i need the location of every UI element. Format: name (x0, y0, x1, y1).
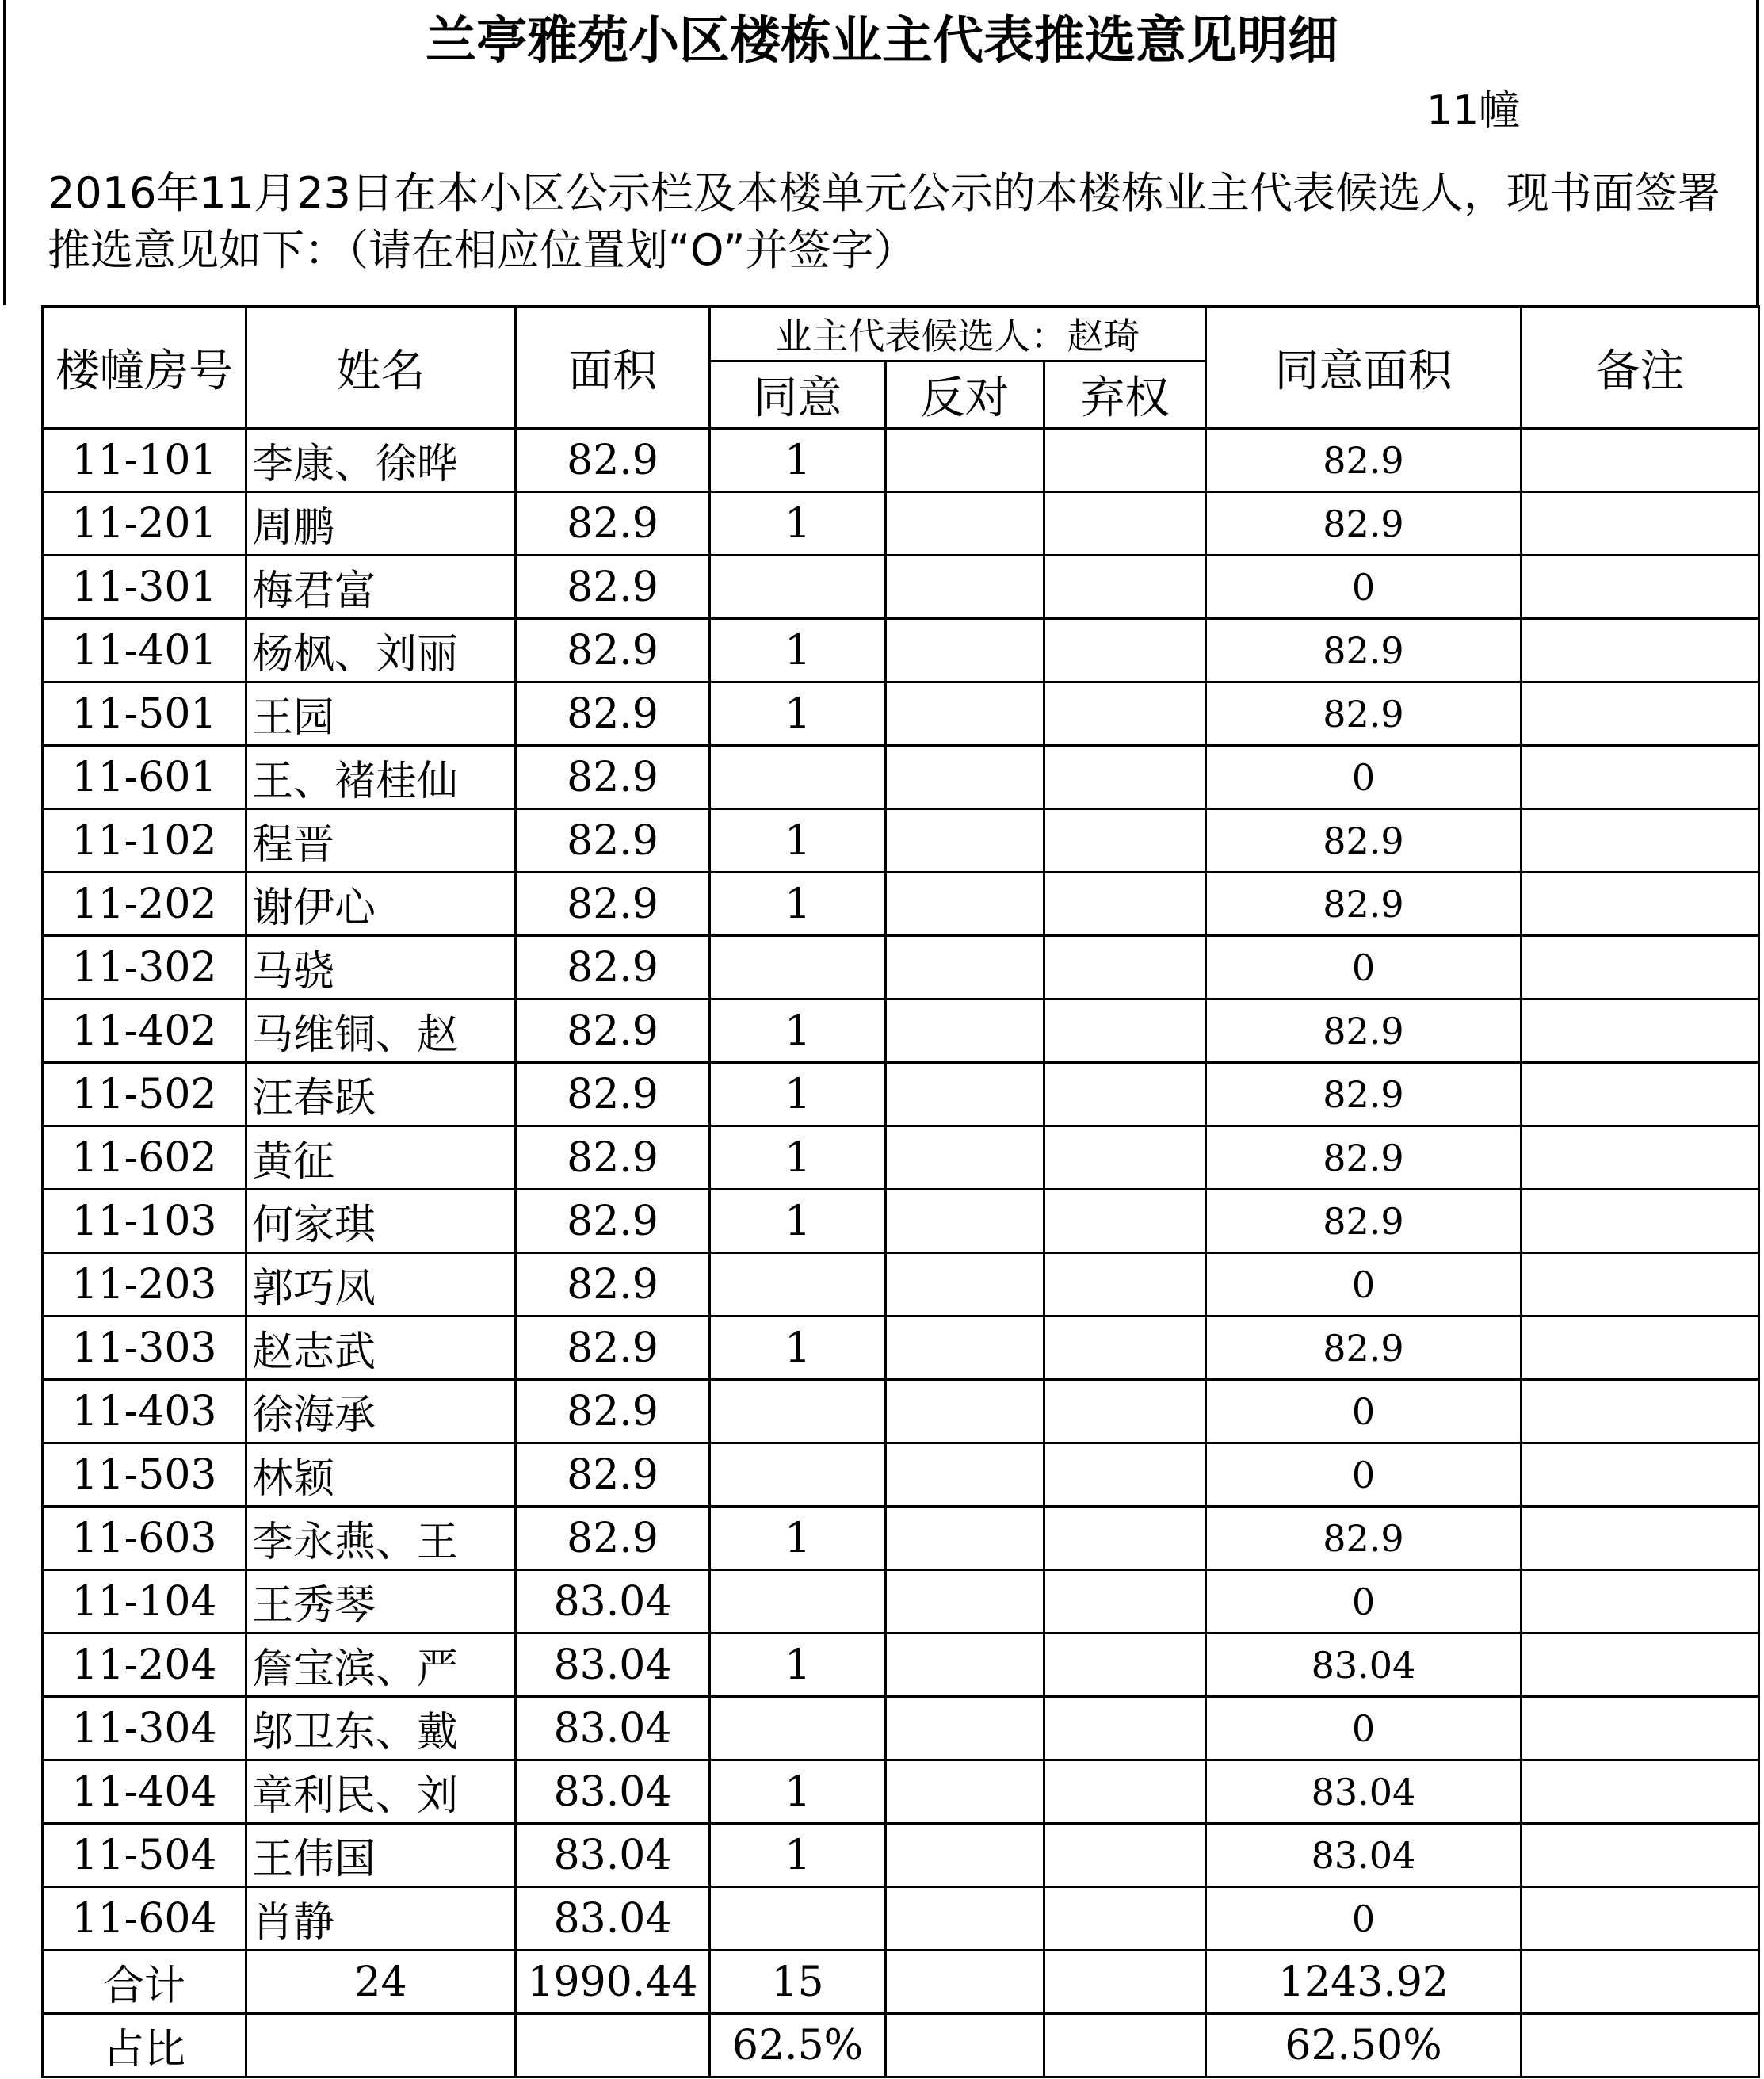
cell-name: 何家琪 (246, 1190, 516, 1253)
cell-agree-area: 82.9 (1206, 682, 1522, 746)
cell-name: 詹宝滨、严 (246, 1634, 516, 1697)
cell-room: 11-602 (43, 1126, 246, 1190)
cell-agree (710, 746, 886, 809)
total-agree-area: 1243.92 (1206, 1951, 1522, 2014)
cell-agree-area: 82.9 (1206, 873, 1522, 936)
cell-area: 82.9 (516, 682, 710, 746)
cell-remark (1522, 746, 1759, 809)
table-row (43, 1634, 1759, 1697)
cell-area: 83.04 (516, 1634, 710, 1697)
cell-room: 11-503 (43, 1443, 246, 1507)
cell-oppose (886, 1253, 1044, 1317)
total-count: 24 (246, 1951, 516, 2014)
table-row (43, 1507, 1759, 1570)
cell-abstain (1044, 1063, 1206, 1126)
table-row (43, 1570, 1759, 1634)
cell-agree-area: 82.9 (1206, 809, 1522, 873)
cell-area: 82.9 (516, 556, 710, 619)
cell-agree-area: 0 (1206, 556, 1522, 619)
cell-room: 11-303 (43, 1317, 246, 1380)
cell-oppose (886, 1697, 1044, 1760)
ratio-agree-area: 62.50% (1206, 2014, 1522, 2077)
cell-agree: 1 (710, 619, 886, 682)
building-number: 11幢 (1426, 87, 1521, 135)
cell-name: 王、褚桂仙 (246, 746, 516, 809)
cell-area: 82.9 (516, 936, 710, 999)
cell-oppose (886, 1380, 1044, 1443)
cell-agree-area: 82.9 (1206, 492, 1522, 556)
cell-agree (710, 1443, 886, 1507)
ratio-row (43, 2014, 1759, 2077)
header-remark: 备注 (1522, 307, 1759, 429)
cell-agree-area: 82.9 (1206, 429, 1522, 492)
cell-oppose (886, 809, 1044, 873)
cell-oppose (886, 1887, 1044, 1951)
cell-name: 赵志武 (246, 1317, 516, 1380)
table-row (43, 1317, 1759, 1380)
table-row (43, 682, 1759, 746)
cell-abstain (1044, 619, 1206, 682)
cell-agree (710, 936, 886, 999)
cell-name: 王伟国 (246, 1824, 516, 1887)
cell-oppose (886, 556, 1044, 619)
cell-area: 83.04 (516, 1570, 710, 1634)
cell-agree (710, 1380, 886, 1443)
cell-agree: 1 (710, 873, 886, 936)
vote-table (41, 305, 1760, 2078)
table-body (43, 429, 1759, 1951)
cell-abstain (1044, 1126, 1206, 1190)
cell-agree-area: 82.9 (1206, 999, 1522, 1063)
cell-area: 82.9 (516, 1126, 710, 1190)
cell-room: 11-404 (43, 1760, 246, 1824)
cell-agree: 1 (710, 1126, 886, 1190)
cell-room: 11-203 (43, 1253, 246, 1317)
ratio-label: 占比 (43, 2014, 246, 2077)
table-row (43, 1697, 1759, 1760)
cell-remark (1522, 1634, 1759, 1697)
cell-room: 11-301 (43, 556, 246, 619)
cell-area: 82.9 (516, 1317, 710, 1380)
ratio-area (516, 2014, 710, 2077)
cell-agree (710, 1697, 886, 1760)
cell-room: 11-601 (43, 746, 246, 809)
cell-room: 11-402 (43, 999, 246, 1063)
cell-name: 黄征 (246, 1126, 516, 1190)
cell-name: 林颖 (246, 1443, 516, 1507)
cell-name: 马维铜、赵 (246, 999, 516, 1063)
cell-abstain (1044, 1507, 1206, 1570)
table-row (43, 1887, 1759, 1951)
cell-agree: 1 (710, 809, 886, 873)
cell-remark (1522, 1570, 1759, 1634)
cell-remark (1522, 429, 1759, 492)
cell-room: 11-101 (43, 429, 246, 492)
total-oppose (886, 1951, 1044, 2014)
header-candidate: 业主代表候选人：赵琦 (710, 307, 1206, 361)
cell-name: 谢伊心 (246, 873, 516, 936)
table-row (43, 1190, 1759, 1253)
cell-room: 11-401 (43, 619, 246, 682)
cell-name: 王秀琴 (246, 1570, 516, 1634)
header-agree-area: 同意面积 (1206, 307, 1522, 429)
cell-remark (1522, 1760, 1759, 1824)
cell-abstain (1044, 746, 1206, 809)
cell-name: 肖静 (246, 1887, 516, 1951)
cell-oppose (886, 1190, 1044, 1253)
cell-area: 82.9 (516, 1253, 710, 1317)
cell-name: 李永燕、王 (246, 1507, 516, 1570)
cell-agree: 1 (710, 429, 886, 492)
ratio-agree: 62.5% (710, 2014, 886, 2077)
cell-agree: 1 (710, 1760, 886, 1824)
cell-abstain (1044, 1887, 1206, 1951)
cell-name: 徐海承 (246, 1380, 516, 1443)
cell-remark (1522, 936, 1759, 999)
cell-remark (1522, 809, 1759, 873)
ratio-abstain (1044, 2014, 1206, 2077)
cell-agree-area: 82.9 (1206, 1507, 1522, 1570)
cell-oppose (886, 999, 1044, 1063)
cell-remark (1522, 682, 1759, 746)
cell-remark (1522, 1317, 1759, 1380)
cell-area: 83.04 (516, 1760, 710, 1824)
table-row (43, 746, 1759, 809)
cell-agree (710, 1570, 886, 1634)
cell-agree-area: 83.04 (1206, 1634, 1522, 1697)
cell-agree (710, 1253, 886, 1317)
cell-remark (1522, 1190, 1759, 1253)
header-name: 姓名 (246, 307, 516, 429)
cell-abstain (1044, 492, 1206, 556)
table-row (43, 1824, 1759, 1887)
table-row (43, 809, 1759, 873)
total-agree: 15 (710, 1951, 886, 2014)
cell-room: 11-604 (43, 1887, 246, 1951)
total-area: 1990.44 (516, 1951, 710, 2014)
cell-oppose (886, 682, 1044, 746)
notice-text: 2016年11月23日在本小区公示栏及本楼单元公示的本楼栋业主代表候选人，现书面签署推选意见如下：（请在相应位置划“O”并签字） (48, 168, 1720, 275)
cell-remark (1522, 492, 1759, 556)
cell-area: 82.9 (516, 999, 710, 1063)
ratio-remark (1522, 2014, 1759, 2077)
cell-remark (1522, 556, 1759, 619)
cell-agree: 1 (710, 682, 886, 746)
cell-oppose (886, 1760, 1044, 1824)
cell-abstain (1044, 1570, 1206, 1634)
cell-abstain (1044, 682, 1206, 746)
cell-remark (1522, 1824, 1759, 1887)
cell-abstain (1044, 1190, 1206, 1253)
cell-oppose (886, 746, 1044, 809)
cell-room: 11-302 (43, 936, 246, 999)
table-row (43, 936, 1759, 999)
cell-area: 82.9 (516, 1063, 710, 1126)
cell-agree-area: 82.9 (1206, 1190, 1522, 1253)
total-remark (1522, 1951, 1759, 2014)
cell-agree-area: 0 (1206, 1697, 1522, 1760)
table-row (43, 1253, 1759, 1317)
cell-name: 程晋 (246, 809, 516, 873)
cell-area: 82.9 (516, 1443, 710, 1507)
cell-agree (710, 556, 886, 619)
cell-oppose (886, 1507, 1044, 1570)
cell-agree-area: 0 (1206, 1380, 1522, 1443)
cell-room: 11-502 (43, 1063, 246, 1126)
cell-room: 11-201 (43, 492, 246, 556)
cell-area: 82.9 (516, 429, 710, 492)
cell-oppose (886, 1634, 1044, 1697)
cell-oppose (886, 1126, 1044, 1190)
cell-area: 82.9 (516, 746, 710, 809)
cell-oppose (886, 1063, 1044, 1126)
cell-area: 83.04 (516, 1887, 710, 1951)
cell-oppose (886, 492, 1044, 556)
cell-area: 83.04 (516, 1824, 710, 1887)
cell-remark (1522, 1253, 1759, 1317)
cell-name: 马骁 (246, 936, 516, 999)
cell-oppose (886, 429, 1044, 492)
cell-area: 82.9 (516, 809, 710, 873)
cell-abstain (1044, 1443, 1206, 1507)
cell-agree: 1 (710, 1317, 886, 1380)
cell-agree (710, 1887, 886, 1951)
cell-name: 汪春跃 (246, 1063, 516, 1126)
total-row (43, 1951, 1759, 2014)
cell-remark (1522, 1063, 1759, 1126)
cell-remark (1522, 1380, 1759, 1443)
cell-abstain (1044, 1253, 1206, 1317)
cell-abstain (1044, 1634, 1206, 1697)
cell-remark (1522, 1126, 1759, 1190)
total-label: 合计 (43, 1951, 246, 2014)
cell-room: 11-204 (43, 1634, 246, 1697)
cell-abstain (1044, 1824, 1206, 1887)
cell-agree: 1 (710, 1063, 886, 1126)
cell-abstain (1044, 1760, 1206, 1824)
cell-remark (1522, 619, 1759, 682)
table-row (43, 873, 1759, 936)
cell-room: 11-501 (43, 682, 246, 746)
cell-agree-area: 0 (1206, 1570, 1522, 1634)
cell-agree-area: 0 (1206, 936, 1522, 999)
table-row (43, 492, 1759, 556)
cell-agree-area: 0 (1206, 1443, 1522, 1507)
cell-abstain (1044, 936, 1206, 999)
cell-abstain (1044, 873, 1206, 936)
header-agree: 同意 (710, 361, 886, 429)
cell-agree-area: 0 (1206, 1887, 1522, 1951)
cell-agree: 1 (710, 1824, 886, 1887)
table-row (43, 1063, 1759, 1126)
cell-remark (1522, 1507, 1759, 1570)
cell-agree-area: 82.9 (1206, 1317, 1522, 1380)
table-row (43, 1760, 1759, 1824)
cell-oppose (886, 873, 1044, 936)
header-oppose: 反对 (886, 361, 1044, 429)
cell-agree: 1 (710, 999, 886, 1063)
cell-room: 11-603 (43, 1507, 246, 1570)
table-row (43, 1443, 1759, 1507)
table-row (43, 429, 1759, 492)
cell-name: 郭巧凤 (246, 1253, 516, 1317)
cell-agree-area: 83.04 (1206, 1824, 1522, 1887)
cell-name: 章利民、刘 (246, 1760, 516, 1824)
cell-room: 11-102 (43, 809, 246, 873)
total-abstain (1044, 1951, 1206, 2014)
cell-remark (1522, 999, 1759, 1063)
cell-remark (1522, 1443, 1759, 1507)
cell-room: 11-504 (43, 1824, 246, 1887)
cell-name: 邬卫东、戴 (246, 1697, 516, 1760)
cell-oppose (886, 619, 1044, 682)
cell-remark (1522, 1697, 1759, 1760)
cell-agree-area: 82.9 (1206, 1063, 1522, 1126)
cell-agree-area: 0 (1206, 1253, 1522, 1317)
header-area: 面积 (516, 307, 710, 429)
cell-abstain (1044, 556, 1206, 619)
cell-oppose (886, 1317, 1044, 1380)
cell-remark (1522, 1887, 1759, 1951)
cell-room: 11-104 (43, 1570, 246, 1634)
cell-oppose (886, 936, 1044, 999)
cell-agree: 1 (710, 492, 886, 556)
cell-agree: 1 (710, 1634, 886, 1697)
cell-area: 82.9 (516, 1380, 710, 1443)
cell-abstain (1044, 1380, 1206, 1443)
cell-area: 83.04 (516, 1697, 710, 1760)
cell-oppose (886, 1570, 1044, 1634)
cell-room: 11-304 (43, 1697, 246, 1760)
cell-agree: 1 (710, 1190, 886, 1253)
cell-name: 李康、徐晔 (246, 429, 516, 492)
cell-abstain (1044, 1697, 1206, 1760)
cell-agree-area: 0 (1206, 746, 1522, 809)
cell-area: 82.9 (516, 873, 710, 936)
header-room: 楼幢房号 (43, 307, 246, 429)
table-row (43, 556, 1759, 619)
table-row (43, 1126, 1759, 1190)
cell-name: 周鹏 (246, 492, 516, 556)
cell-area: 82.9 (516, 619, 710, 682)
cell-remark (1522, 873, 1759, 936)
page-title: 兰亭雅苑小区楼栋业主代表推选意见明细 (426, 12, 1338, 71)
cell-abstain (1044, 809, 1206, 873)
cell-agree-area: 82.9 (1206, 619, 1522, 682)
cell-agree-area: 82.9 (1206, 1126, 1522, 1190)
header-abstain: 弃权 (1044, 361, 1206, 429)
cell-area: 82.9 (516, 492, 710, 556)
cell-agree: 1 (710, 1507, 886, 1570)
cell-oppose (886, 1824, 1044, 1887)
cell-room: 11-103 (43, 1190, 246, 1253)
cell-abstain (1044, 999, 1206, 1063)
cell-area: 82.9 (516, 1190, 710, 1253)
cell-abstain (1044, 429, 1206, 492)
cell-name: 杨枫、刘丽 (246, 619, 516, 682)
ratio-name (246, 2014, 516, 2077)
cell-name: 梅君富 (246, 556, 516, 619)
table-row (43, 1380, 1759, 1443)
cell-room: 11-202 (43, 873, 246, 936)
cell-agree-area: 83.04 (1206, 1760, 1522, 1824)
cell-room: 11-403 (43, 1380, 246, 1443)
table-row (43, 999, 1759, 1063)
cell-area: 82.9 (516, 1507, 710, 1570)
table-row (43, 619, 1759, 682)
ratio-oppose (886, 2014, 1044, 2077)
cell-name: 王园 (246, 682, 516, 746)
cell-oppose (886, 1443, 1044, 1507)
cell-abstain (1044, 1317, 1206, 1380)
